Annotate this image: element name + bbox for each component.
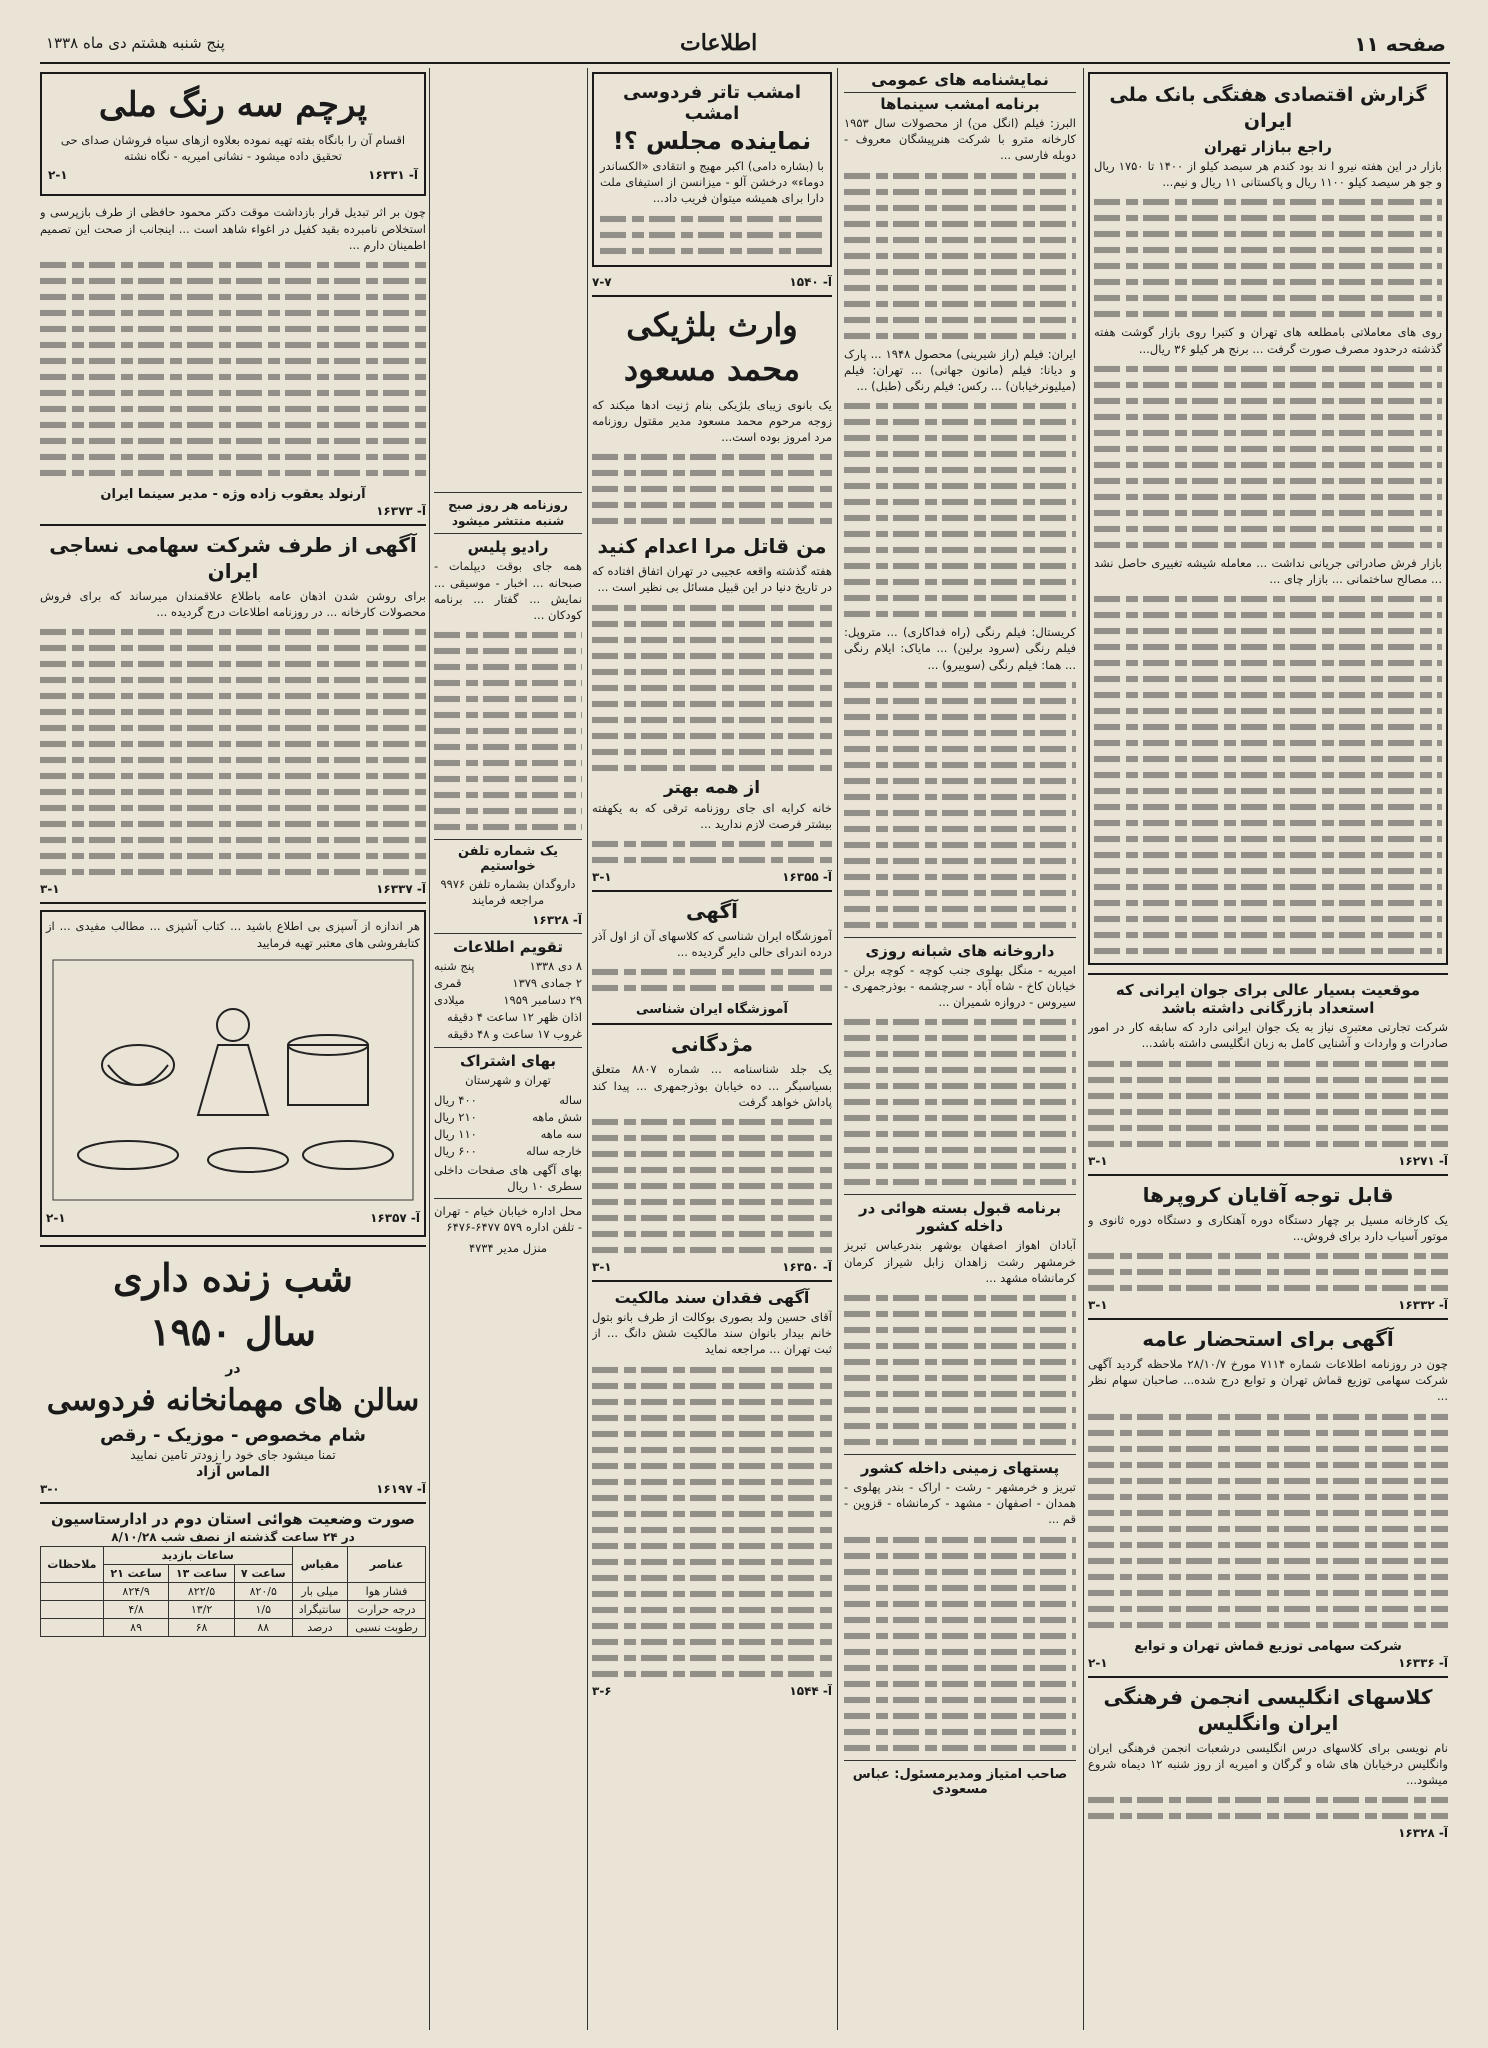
cinema-listing: ایران: فیلم (راز شیرینی) محصول ۱۹۴۸ ... پارک و دیانا: فیلم (مانون جهانی) ... تهران: فیلم (میلیونرخیابان) ... رکس: فیلم رنگی (طبل) ... [844,346,1076,394]
weather-cell: ۱/۵ [234,1600,292,1618]
cookbook-text: هر اندازه از آسپزی بی اطلاع باشید ... کتاب آشپزی ... مطالب مفیدی ... از کتابفروشی های معتبر تهیه فرمایید [46,919,420,950]
ad-code: آ- ۱۶۲۷۱ ۳-۱ [1088,1153,1448,1168]
subscription-table [434,1092,582,1160]
weather-cell: رطوبت نسبی [348,1618,426,1636]
economy-title: گزارش اقتصادی هفتگی بانک ملی ایران [1109,84,1427,132]
ground-mail-list: تبریز و خرمشهر - رشت - اراک - بندر پهلوی - همدان - اصفهان - مشهد - کرمانشاه - قزوین - قم ... [844,1480,1076,1527]
reward-title: مژدگانی [671,1032,753,1057]
weather-row [41,1618,426,1636]
theatre-text: با (بشاره دامی) اکبر مهیج و انتقادی «الکساندر دوماء» درخشن آلو - میزانسن از استیفای ملت دارا برای همیشه میتوان فریب داد... [600,159,824,206]
reward-text: یک جلد شناسنامه ... شماره ۸۸۰۷ متعلق بسیاسبگر ... ده خیابان بوذرجمهری ... پیدا کند پاداش خواهد گرفت [592,1062,832,1109]
calendar-row: غروب ۱۷ ساعت و ۴۸ دقیقه [447,1026,582,1041]
school-ad-signature: آموزشگاه ایران شناسی [636,1002,788,1018]
weather-cell: ۸۸ [234,1618,292,1636]
notice-text: یک کارخانه مسیل بر چهار دستگاه دوره آهنکاری و دستگاه دوره ثانوی و موتور آسیاب دارد برای فروش... [1088,1212,1448,1243]
ad-code: آ- ۱۶۳۷۳ [376,504,426,519]
weather-time-cell: ساعت ۷ [234,1564,292,1582]
listings-title: نمایشنامه های عمومی [844,70,1076,93]
theatre-ad [592,72,832,267]
page-number: صفحه ۱۱ [1354,32,1446,56]
ad-code: آ- ۱۶۳۳۱ ۲-۱ [48,168,418,183]
party-menu: شام مخصوص - موزیک - رقص [100,1424,366,1446]
column-economy [1088,68,1448,2030]
phone-text: داروگدان بشماره تلفن ۹۹۷۶ مراجعه فرمایند [440,877,576,908]
weather-cell: ۱۳/۲ [169,1600,234,1618]
office-address: محل اداره خیابان خیام - تهران - تلفن اداره ۵۷۹ ۶۴۷۷-۶۴۷۶ [434,1204,582,1235]
job-ad-text: شرکت تجارتی معتبری نیاز به یک جوان ایرانی دارد که سابقه کار در امور صادرات و واردات و آشنایی کامل به زبان انگلیسی داشته باشد... [1088,1020,1448,1051]
ad-code: آ- ۱۶۳۵۰ ۳-۱ [592,1260,832,1275]
ad-code: آ- ۱۵۴۴ ۳-۶ [592,1683,832,1698]
column-divider [587,68,588,2030]
pharmacy-title: داروخانه های شبانه روزی [865,941,1055,960]
calendar-row: ۲۹ دسامبر ۱۹۵۹ میلادی [434,992,582,1007]
calendar-table [434,958,582,1043]
pharmacy-list: امیریه - منگل بهلوی جنب کوچه - کوچه برلن - خیابان کاخ - شاه آباد - سرچشمه - بوذرجمهری - سیروس - دروازه شمیران ... [844,962,1076,1010]
wife-text: خانه کرایه ای جای روزنامه ترقی که به یکهفته بیشتر فرصت لازم ندارید ... [592,800,832,831]
murder-headline: من قاتل مرا اعدام کنید [597,534,827,559]
weather-cell [41,1600,104,1618]
weather-cell: ۸۲۲/۵ [169,1582,234,1600]
ad-code: آ- ۱۶۳۵۵ ۳-۱ [592,870,832,885]
merger-signature: شرکت سهامی توزیع قماش تهران و توابع [1134,1638,1402,1654]
weather-head-cell: ساعات بازدید [103,1546,292,1564]
newspaper-name: اطلاعات [680,30,758,56]
ad-code: آ- ۱۶۱۹۷ ۳-۰ [40,1481,426,1496]
subscription-row: شش ماهه ۲۱۰ ریال [434,1109,582,1124]
weather-subtitle: در ۲۴ ساعت گذشته از نصف شب ۸/۱۰/۲۸ [111,1529,355,1544]
ad-code: آ- ۱۶۳۳۶ ۲-۱ [1088,1655,1448,1670]
theatre-header: امشب تاتر فردوسی امشب [622,82,801,124]
weather-row [41,1582,426,1600]
weather-head-cell: عناصر [348,1546,426,1582]
merger-title: آگهی برای استحضار عامه [1142,1327,1394,1352]
cinema-listing: کریستال: فیلم رنگی (راه فداکاری) ... متروپل: فیلم رنگی (سرود برلین) ... مایاک: ایلام رنگی ... هما: فیلم رنگی (سوییرو) ... [844,625,1076,672]
issue-date: پنج شنبه هشتم دی ماه ۱۳۳۸ [46,34,225,52]
daily-note: روزنامه هر روز صبح شنبه منتشر میشود [448,498,568,529]
subscription-row: سه ماهه ۱۱۰ ریال [434,1126,582,1141]
party-title: شب زنده داری [113,1254,353,1300]
column-divider [837,68,838,2030]
ad-code: آ- ۱۶۳۲۸ [532,912,582,927]
economy-report [1088,72,1448,965]
flag-subtitle: اقسام آن را بانگاه بفته تهیه نموده بعلاوه ازهای سیاه فروشان صدای حی تحقیق داده میشود - نشانی امیریه - نگاه نشته [60,133,406,164]
subscription-subtitle: تهران و شهرستان [465,1072,551,1087]
economy-subtitle: راجع ببازار تهران [1204,138,1332,156]
subscription-row: ساله ۴۰۰ ریال [434,1092,582,1107]
weather-cell: ۸۲۴/۹ [103,1582,168,1600]
party-contact: الماس آزاد [196,1463,270,1480]
cinema-statement: چون بر اثر تبدیل قرار بازداشت موقت دکتر محمود حافظی از طرف بازپرسی و استخلاص نامبرده بقید کفیل در اغواء شاهد است ... اینجانب از صحت این تصمیم اطمینان دارم ... [40,205,426,252]
weather-head-cell: مقیاس [292,1546,347,1582]
job-ad-title: موقعیت بسیار عالی برای جوان ایرانی که استعداد بازرگانی داشته باشد [1115,981,1421,1018]
column-listings [844,68,1076,2030]
calendar-row: ۲ جمادی ۱۳۷۹ قمری [434,975,582,990]
column-ads [40,68,426,2030]
weather-cell: میلی بار [292,1582,347,1600]
calendar-row: اذان ظهر ۱۲ ساعت ۴ دقیقه [447,1009,582,1024]
heir-headline: وارث بلژیکی محمد مسعود [623,305,801,388]
weather-title: صورت وضعیت هوائی استان دوم در ادارستاسیون [51,1509,415,1528]
economy-paragraph: بازار فرش صادراتی جریانی نداشت ... معامله شیشه تغییری حاصل نشد ... مصالح ساختمانی ... بازار چای ... [1094,555,1442,587]
cookbook-ad [40,910,426,1236]
party-year: سال ۱۹۵۰ [150,1308,316,1354]
weather-time-cell: ساعت ۲۱ [103,1564,168,1582]
heir-text: یک بانوی زیبای بلژیکی بنام ژنیت ادها میکند که زوجه مرحوم محمد مسعود مدیر مقتول روزنامه مرد امروز بوده است... [592,397,832,445]
column-services [434,68,582,2030]
notice-title: قابل توجه آقایان کروپرها [1142,1182,1394,1207]
radio-title: رادیو پلیس [467,538,549,557]
weather-cell: ۶۸ [169,1618,234,1636]
subscription-note: بهای آگهی های صفحات داخلی سطری ۱۰ ریال [434,1162,582,1194]
air-mail-title: برنامه قبول بسته هوائی در داخله کشور [858,1199,1062,1236]
weather-cell: ۴/۸ [103,1600,168,1618]
party-note: تمنا میشود جای خود را زودتر تامین نمایید [130,1447,336,1462]
weather-cell [41,1582,104,1600]
weather-head-cell: ملاحظات [41,1546,104,1582]
weather-row [41,1600,426,1618]
school-ad-title: آگهی [686,899,738,924]
economy-paragraph: بازار در این هفته نیرو ا ند بود کندم هر سیصد کیلو از ۱۴۰۰ تا ۱۷۵۰ ریال و جو هر سیصد کیلو ۱۱۰۰ ریال و پاکستانی ۱۱ ریال و نیم... [1094,159,1443,190]
column-divider [1083,68,1084,2030]
deed-loss-text: آقای حسین ولد بصوری بوکالت از طرف بانو بتول خانم بیدار بانوان سند مالکیت شش دانگ ... از ثبت تهران ... مراجعه نماید [592,1310,832,1357]
flag-title: پرچم سه رنگ ملی [98,85,368,125]
weather-table [40,1546,426,1637]
flag-ad [40,72,426,196]
manager-phone: منزل مدیر ۴۷۳۴ [468,1240,548,1255]
cinema-listing: البرز: فیلم (انگل من) از محصولات سال ۱۹۵۳ کارخانه مترو با شرکت هنرپیشگان معروف - دوبله فارسی ... [844,116,1076,163]
calendar-row: ۸ دی ۱۳۳۸ پنج شنبه [434,958,582,973]
english-classes-text: نام نویسی برای کلاسهای درس انگلیسی درشعبات انجمن فرهنگی ایران وانگلیس درخیابان های شاه و گرگان و امیریه از روز شنبه ۱۲ دیماه شروع میشود... [1088,1740,1448,1788]
ad-code: آ- ۱۶۳۳۲ ۳-۱ [1088,1298,1448,1313]
weather-cell: سانتیگراد [292,1600,347,1618]
weather-cell [41,1618,104,1636]
ad-code: آ- ۱۶۳۲۸ [1398,1826,1448,1841]
ad-code: آ- ۱۶۳۵۷ ۲-۱ [46,1210,420,1225]
murder-text: هفته گذشته واقعه عجیبی در تهران اتفاق افتاده که در تاریخ دنیا در این قبیل مسائل بی نظیر است ... [592,564,832,595]
school-ad-text: آموزشگاه ایران شناسی که کلاسهای آن از اول آذر درده اندرای حالی دایر گردیده ... [592,929,832,960]
subscription-row: خارجه ساله ۶۰۰ ریال [434,1143,582,1158]
kitchen-illustration [46,955,420,1205]
english-classes-title: کلاسهای انگلیسی انجمن فرهنگی ایران وانگلیس [1103,1684,1433,1735]
weather-time-cell: ساعت ۱۳ [169,1564,234,1582]
weather-cell: فشار هوا [348,1582,426,1600]
publisher-credit: صاحب امتیاز ومدیرمسئول: عباس مسعودی [852,1766,1068,1797]
page-header [40,28,1450,64]
ad-code: آ- ۱۵۴۰ ۷-۷ [592,274,832,289]
air-mail-list: آبادان اهواز اصفهان بوشهر بندرعباس تبریز خرمشهر رشت زاهدان زابل شیراز کرمان کرمانشاه مشهد ... [844,1238,1076,1285]
column-divider [429,68,430,2030]
column-features [592,68,832,2030]
theatre-title: نماینده مجلس ؟! [612,127,812,155]
deed-loss-title: آگهی فقدان سند مالکیت [614,1288,810,1308]
party-in: در [225,1360,241,1377]
weather-cell: درصد [292,1618,347,1636]
ad-code: آ- ۱۶۳۳۷ ۳-۱ [40,882,426,897]
ground-mail-title: پستهای زمینی داخله کشور [860,1459,1060,1478]
textile-text: برای روشن شدن اذهان عامه باطلاع علاقمندان میرساند که برای فروش محصولات کارخانه ... در روزنامه اطلاعات درج گردیده ... [40,589,426,620]
phone-title: یک شماره تلفن خواستیم [457,844,559,875]
weather-cell: درجه حرارت [348,1600,426,1618]
cinema-statement-signature: آرنولد یعقوب زاده وژه - مدیر سینما ایران [100,487,366,503]
wife-headline: از همه بهتر [663,777,761,798]
economy-paragraph: روی های معاملاتی بامطلعه های تهران و کتیرا روی بازار گوشت هفته گذشته درحدود مصرف صورت گرفت ... برنج هر کیلو ۳۶ ریال... [1094,325,1442,356]
weather-cell: ۸۲۰/۵ [234,1582,292,1600]
textile-title: آگهی از طرف شرکت سهامی نساجی ایران [49,533,417,584]
calendar-title: تقویم اطلاعات [452,937,564,956]
merger-text: چون در روزنامه اطلاعات شماره ۷۱۱۴ مورخ ۲۸/۱۰/۷ ملاحظه گردید آگهی شرکت سهامی توزیع قماش تهران و توابع درج شده... صاحبان سهام نظر ... [1088,1357,1448,1404]
subscription-title: بهای اشتراک [460,1051,556,1070]
weather-cell: ۸۹ [103,1618,168,1636]
party-venue: سالن های مهمانخانه فردوسی [46,1382,420,1418]
radio-schedule: همه جای بوقت دیپلمات - صبحانه ... اخبار - موسیقی ... نمایش ... گفتار ... برنامه کودکان ... [434,559,582,623]
cinema-program-title: برنامه امشب سینماها [880,95,1040,113]
